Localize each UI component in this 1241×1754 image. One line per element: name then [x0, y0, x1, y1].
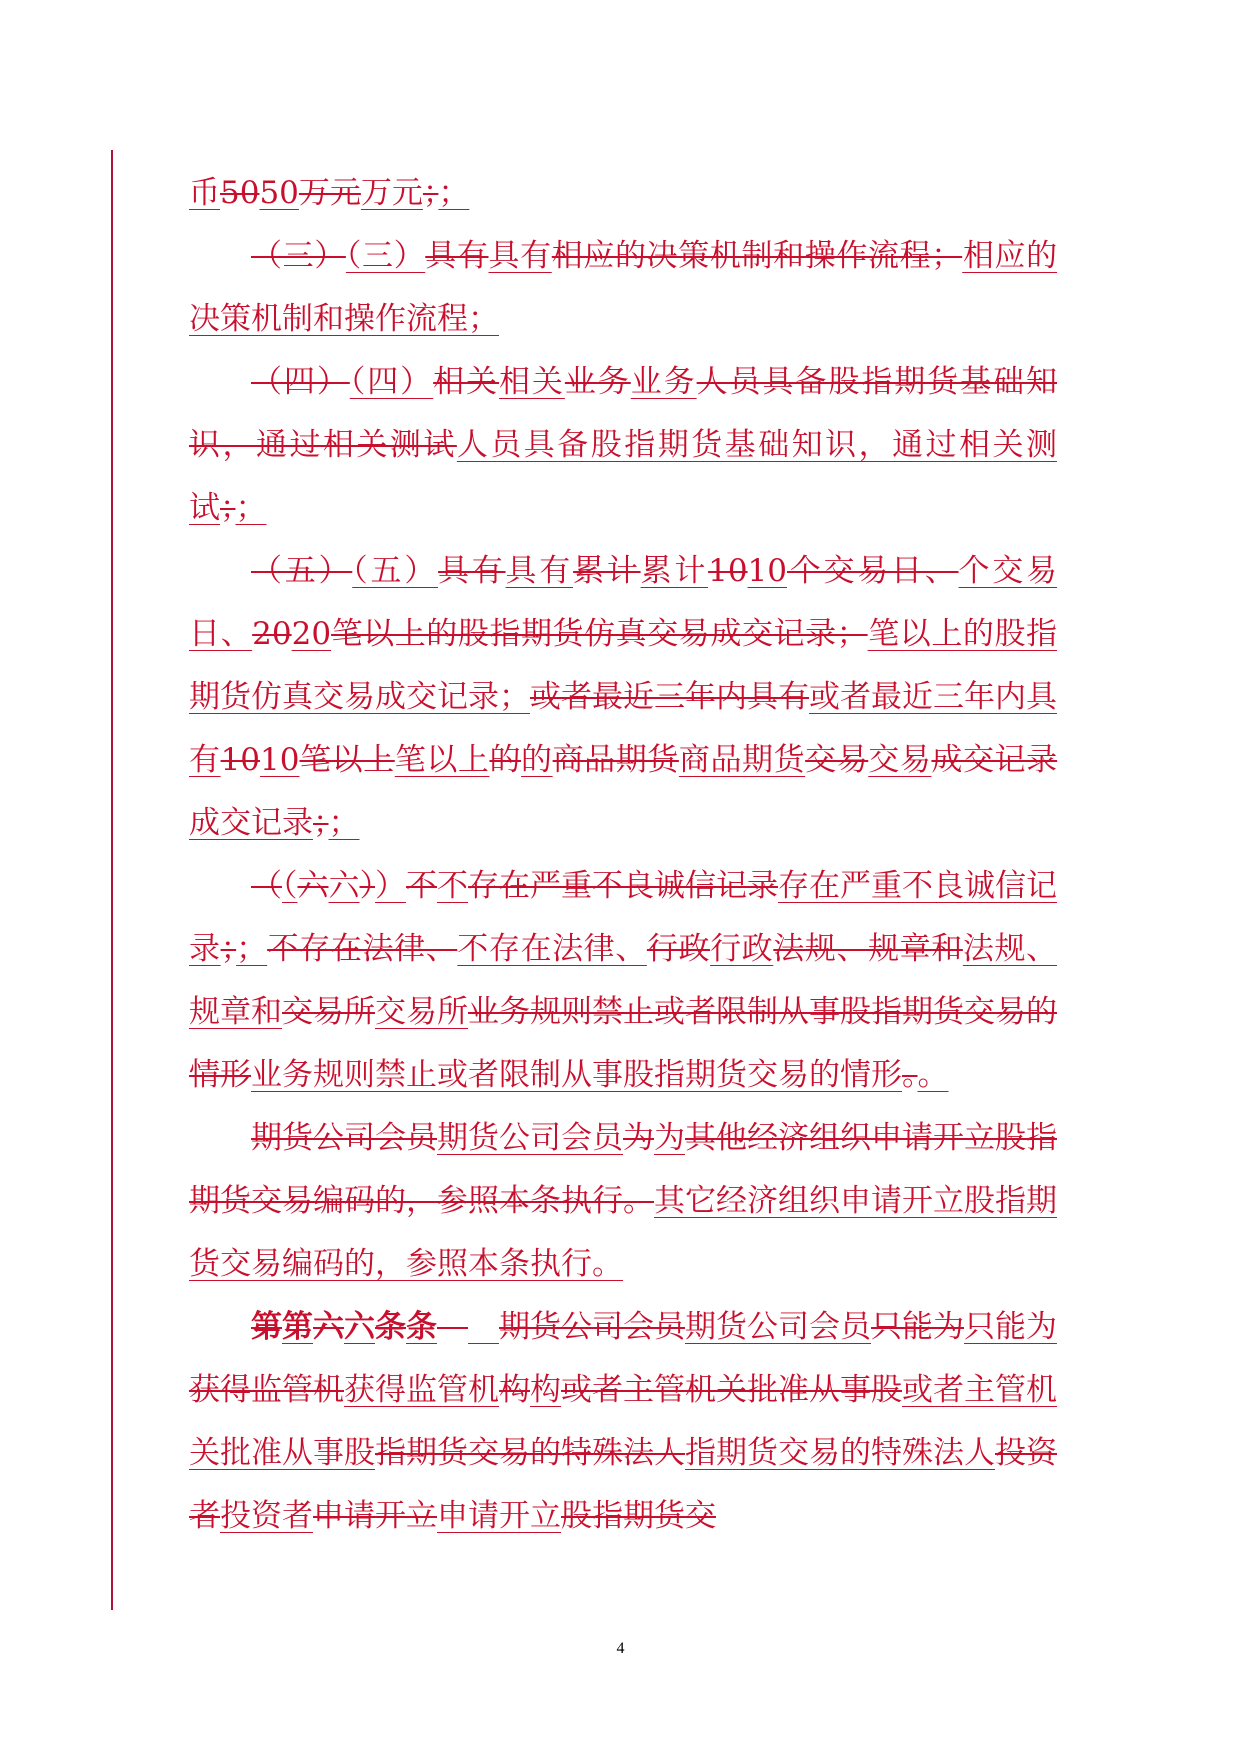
inserted-text: 不: [437, 868, 468, 904]
deleted-text: 业务规则禁止或者限制从事股指期货交易的情形: [189, 994, 1057, 1093]
deleted-text: ）: [359, 868, 375, 904]
inserted-text: ；: [328, 805, 360, 841]
inserted-text: 笔以上的股指期货仿真交易成交记录；: [189, 616, 1058, 715]
deleted-text: 具有: [425, 238, 489, 274]
inserted-text: 法规、规章和: [189, 931, 1058, 1030]
paragraph: [189, 855, 1057, 1107]
deleted-text: 股指期货交: [561, 1498, 716, 1534]
inserted-text: ；: [235, 490, 267, 526]
inserted-text: 具有: [488, 238, 552, 274]
deleted-text: 其他经济组织申请开立股指期货交易编码的，参照本条执行。: [189, 1120, 1057, 1219]
deleted-text: 只能为: [871, 1309, 964, 1345]
paragraph: [189, 225, 1057, 351]
inserted-text: 期货公司会员: [437, 1120, 623, 1156]
inserted-text: ；: [236, 931, 268, 967]
deleted-text: 具有: [438, 553, 506, 589]
deleted-text: 人员具备股指期货基础知识，通过相关测试: [189, 364, 1057, 463]
deleted-text: 为: [623, 1120, 654, 1156]
inserted-text: 相应的决策机制和操作流程；: [189, 238, 1058, 337]
page-number: 4: [616, 1640, 625, 1657]
inserted-text: 交易: [868, 742, 932, 778]
inserted-text: 累计: [640, 553, 709, 589]
inserted-text: 六: [328, 868, 360, 904]
inserted-text: 成交记录: [189, 805, 313, 841]
deleted-text: 指期货交易的特殊法人: [375, 1435, 685, 1471]
inserted-text: 商品期货: [678, 742, 806, 778]
inserted-text: 只能为: [964, 1309, 1057, 1345]
deleted-text: 相关: [433, 364, 499, 400]
deleted-text: （三）: [251, 238, 346, 274]
inserted-text: 具有: [505, 553, 574, 589]
deleted-text: 累计: [573, 553, 641, 589]
inserted-text: 笔以上: [394, 742, 490, 778]
deleted-text: 交易所: [282, 994, 375, 1030]
revision-change-bar: [111, 150, 113, 1610]
deleted-text: 10: [220, 742, 261, 778]
inserted-text: 条: [406, 1309, 437, 1345]
deleted-text: 第: [251, 1309, 282, 1345]
inserted-text: 。: [917, 1057, 949, 1093]
inserted-text: 50: [259, 175, 299, 211]
deleted-text: 笔以上的股指期货仿真交易成交记录；: [331, 616, 868, 652]
inserted-text: 的: [521, 742, 553, 778]
inserted-text: 20: [291, 616, 332, 652]
deleted-text: （: [251, 868, 282, 904]
inserted-text: ）: [375, 868, 406, 904]
deleted-text: 不: [406, 868, 437, 904]
deleted-text: 投资者: [189, 1435, 1057, 1534]
inserted-text: 六: [344, 1309, 375, 1345]
deleted-text: 构: [499, 1372, 530, 1408]
deleted-text: 20: [252, 616, 292, 652]
deleted-text: [437, 1309, 468, 1345]
deleted-text: 相应的决策机制和操作流程；: [551, 238, 963, 274]
deleted-text: 的: [489, 742, 522, 778]
inserted-text: （四）: [349, 364, 434, 400]
deleted-text: 期货公司会员: [251, 1120, 437, 1156]
deleted-text: （五）: [251, 553, 353, 589]
deleted-text: 申请开立: [313, 1498, 437, 1534]
inserted-text: 不存在法律、: [457, 931, 647, 967]
deleted-text: 获得监管机: [189, 1372, 344, 1408]
deleted-text: 万元: [298, 175, 361, 211]
deleted-text: （四）: [251, 364, 350, 400]
inserted-text: 币: [189, 175, 220, 211]
deleted-text: ；: [220, 931, 237, 967]
inserted-text: 获得监管机: [344, 1372, 499, 1408]
deleted-text: 成交记录: [931, 742, 1058, 778]
inserted-text: 业务规则禁止或者限制从事股指期货交易的情形: [251, 1057, 902, 1093]
inserted-text: 个交易日、: [189, 553, 1058, 652]
paragraph: [189, 540, 1057, 855]
deleted-text: 业务: [564, 364, 631, 400]
paragraph: [189, 351, 1057, 540]
inserted-text: 存在严重不良诚信记录: [189, 868, 1057, 967]
inserted-text: 或者主管机关批准从事股: [189, 1372, 1057, 1471]
deleted-text: 商品期货: [552, 742, 679, 778]
deleted-text: 。: [902, 1057, 918, 1093]
inserted-text: 交易所: [375, 994, 468, 1030]
deleted-text: 或者主管机关批准从事股: [561, 1372, 902, 1408]
inserted-text: 万元: [360, 175, 423, 211]
inserted-text: 10: [747, 553, 787, 589]
inserted-text: [468, 1309, 499, 1345]
inserted-text: 指期货交易的特殊法人: [685, 1435, 995, 1471]
deleted-text: 50: [220, 175, 260, 211]
inserted-text: 其它经济组织申请开立股指期货交易编码的，参照本条执行。: [189, 1183, 1057, 1282]
inserted-text: 人员具备股指期货基础知识，通过相关测试: [189, 427, 1058, 526]
inserted-text: （五）: [352, 553, 439, 589]
deleted-text: 10: [708, 553, 748, 589]
deleted-text: 期货公司会员: [499, 1309, 685, 1345]
inserted-text: （: [282, 868, 298, 904]
inserted-text: 业务: [630, 364, 697, 400]
deleted-text: 法规、规章和: [773, 931, 963, 967]
deleted-text: 个交易日、: [787, 553, 959, 589]
paragraph: [189, 1107, 1057, 1296]
paragraph: [189, 1296, 1057, 1548]
deleted-text: ；: [422, 175, 439, 211]
deleted-text: 行政: [646, 931, 711, 967]
inserted-text: 相关: [499, 364, 565, 400]
inserted-text: （三）: [345, 238, 426, 274]
deleted-text: 交易: [805, 742, 869, 778]
inserted-text: 构: [530, 1372, 561, 1408]
document-body: [189, 162, 1057, 1548]
paragraph: [189, 162, 1057, 225]
deleted-text: 条: [375, 1309, 406, 1345]
deleted-text: ；: [220, 490, 236, 526]
inserted-text: 10: [260, 742, 300, 778]
inserted-text: 投资者: [220, 1498, 313, 1534]
inserted-text: 或者最近三年内具有: [189, 679, 1057, 778]
inserted-text: 申请开立: [437, 1498, 561, 1534]
inserted-text: 第: [282, 1309, 313, 1345]
deleted-text: ；: [313, 805, 329, 841]
inserted-text: 行政: [710, 931, 774, 967]
deleted-text: 存在严重不良诚信记录: [468, 868, 778, 904]
deleted-text: 笔以上: [299, 742, 395, 778]
deleted-text: 六: [313, 1309, 344, 1345]
deleted-text: 不存在法律、: [267, 931, 458, 967]
inserted-text: 期货公司会员: [685, 1309, 871, 1345]
deleted-text: 或者最近三年内具有: [530, 679, 809, 715]
deleted-text: 六: [297, 868, 329, 904]
inserted-text: 为: [654, 1120, 685, 1156]
inserted-text: ；: [438, 175, 470, 211]
